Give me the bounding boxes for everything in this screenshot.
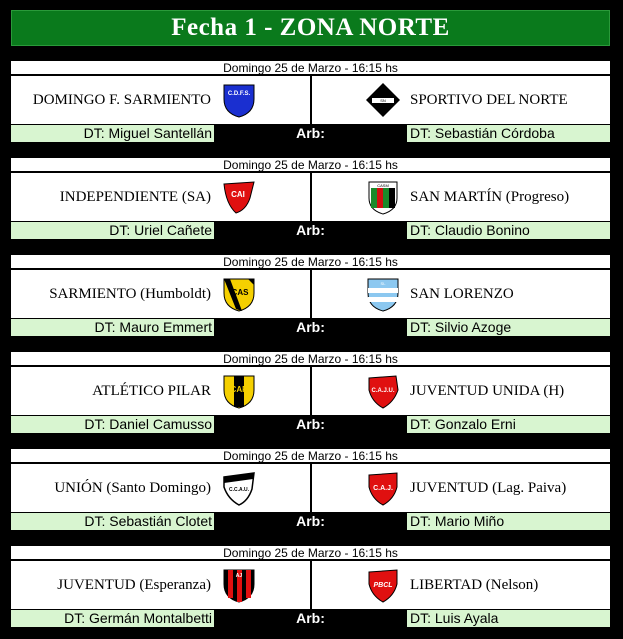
home-team: ATLÉTICO PILAR: [92, 382, 211, 399]
match-card: [11, 449, 610, 531]
cdfs-crest-icon: [220, 81, 258, 119]
away-coach: DT: Gonzalo Erni: [407, 416, 610, 433]
home-team: DOMINGO F. SARMIENTO: [32, 91, 211, 108]
home-coach: DT: Daniel Camusso: [11, 416, 214, 433]
away-coach: DT: Sebastián Córdoba: [407, 125, 610, 142]
match-officials: [11, 221, 610, 240]
juventud-unida-crest-icon: [364, 372, 402, 410]
svg-text:C.D.F.S.: C.D.F.S.: [227, 91, 251, 97]
match-date: Domingo 25 de Marzo - 16:15 hs: [11, 352, 610, 366]
san-martin-crest-icon: [364, 178, 402, 216]
svg-text:PBCL: PBCL: [373, 582, 393, 589]
referee-label: Arb:: [296, 222, 325, 238]
match-row: [11, 367, 610, 415]
svg-text:CAI: CAI: [231, 190, 245, 199]
svg-text:C.C.A.U.: C.C.A.U.: [229, 487, 249, 493]
sarmiento-crest-icon: [220, 275, 258, 313]
home-team: UNIÓN (Santo Domingo): [54, 479, 211, 496]
match-date: Domingo 25 de Marzo - 16:15 hs: [11, 255, 610, 269]
match-card: [11, 352, 610, 434]
match-card: [11, 546, 610, 628]
match-officials: [11, 415, 610, 434]
home-coach: DT: Miguel Santellán: [11, 125, 214, 142]
svg-text:SN: SN: [380, 98, 386, 103]
away-coach: DT: Luis Ayala: [407, 610, 610, 627]
svg-text:CAP: CAP: [230, 385, 248, 394]
referee-label: Arb:: [296, 125, 325, 141]
away-coach: DT: Silvio Azoge: [407, 319, 610, 336]
san-lorenzo-crest-icon: [364, 275, 402, 313]
svg-text:SL: SL: [380, 281, 386, 286]
match-row: [11, 270, 610, 318]
union-crest-icon: [220, 469, 258, 507]
home-team: SARMIENTO (Humboldt): [49, 285, 211, 302]
match-row: [11, 76, 610, 124]
divider: [310, 561, 312, 609]
match-row: [11, 561, 610, 609]
match-officials: [11, 124, 610, 143]
away-coach: DT: Claudio Bonino: [407, 222, 610, 239]
independiente-crest-icon: [220, 178, 258, 216]
divider: [310, 464, 312, 512]
pilar-crest-icon: [220, 372, 258, 410]
match-officials: [11, 512, 610, 531]
home-team: JUVENTUD (Esperanza): [57, 576, 211, 593]
home-coach: DT: Sebastián Clotet: [11, 513, 214, 530]
svg-text:CAS: CAS: [231, 288, 249, 297]
match-row: [11, 464, 610, 512]
match-date: Domingo 25 de Marzo - 16:15 hs: [11, 546, 610, 560]
referee-label: Arb:: [296, 319, 325, 335]
divider: [310, 76, 312, 124]
referee-label: Arb:: [296, 416, 325, 432]
svg-text:C.A.J.: C.A.J.: [373, 485, 393, 492]
divider: [310, 173, 312, 221]
away-team: SAN MARTÍN (Progreso): [410, 188, 570, 205]
page-title: Fecha 1 - ZONA NORTE: [11, 10, 610, 46]
match-date: Domingo 25 de Marzo - 16:15 hs: [11, 158, 610, 172]
libertad-crest-icon: [364, 566, 402, 604]
match-card: [11, 158, 610, 240]
match-date: Domingo 25 de Marzo - 16:15 hs: [11, 449, 610, 463]
sportivo-crest-icon: [364, 81, 402, 119]
home-coach: DT: Mauro Emmert: [11, 319, 214, 336]
match-officials: [11, 609, 610, 628]
juventud-paiva-crest-icon: [364, 469, 402, 507]
home-coach: DT: Uriel Cañete: [11, 222, 214, 239]
referee-label: Arb:: [296, 610, 325, 626]
divider: [310, 270, 312, 318]
match-card: [11, 61, 610, 143]
svg-text:AJ: AJ: [235, 573, 243, 579]
away-team: JUVENTUD UNIDA (H): [410, 382, 565, 399]
away-team: SPORTIVO DEL NORTE: [410, 91, 568, 108]
away-team: JUVENTUD (Lag. Paiva): [410, 479, 567, 496]
match-date: Domingo 25 de Marzo - 16:15 hs: [11, 61, 610, 75]
match-card: [11, 255, 610, 337]
away-team: LIBERTAD (Nelson): [410, 576, 539, 593]
match-row: [11, 173, 610, 221]
home-coach: DT: Germán Montalbetti: [11, 610, 214, 627]
svg-text:C.A.J.U.: C.A.J.U.: [371, 388, 395, 394]
home-team: INDEPENDIENTE (SA): [59, 188, 211, 205]
away-coach: DT: Mario Miño: [407, 513, 610, 530]
divider: [310, 367, 312, 415]
svg-text:CASM: CASM: [377, 183, 389, 188]
referee-label: Arb:: [296, 513, 325, 529]
away-team: SAN LORENZO: [410, 285, 514, 302]
match-officials: [11, 318, 610, 337]
juventud-esperanza-crest-icon: [220, 566, 258, 604]
